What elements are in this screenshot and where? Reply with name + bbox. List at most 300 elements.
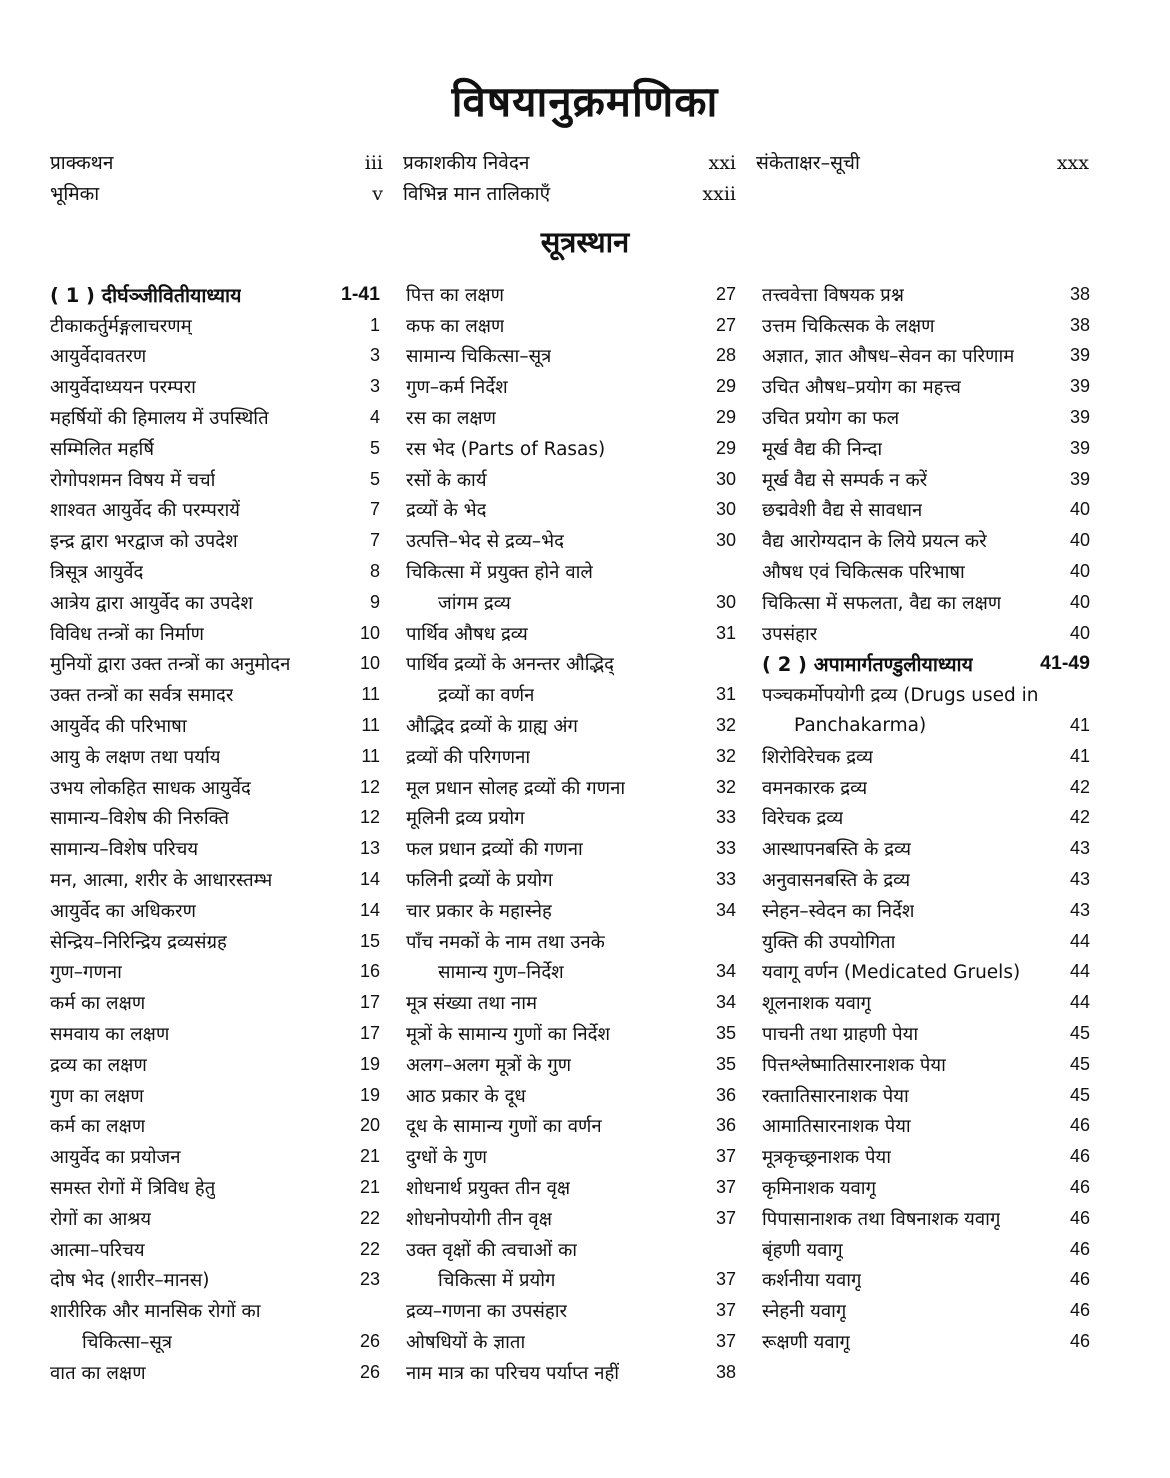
toc-entry-title: स्नेहन–स्वेदन का निर्देश bbox=[762, 900, 915, 922]
toc-entry[interactable] bbox=[762, 1080, 1090, 1111]
toc-entry-page: 46 bbox=[1069, 1238, 1090, 1259]
toc-entry-page: 32 bbox=[715, 745, 736, 766]
toc-entry[interactable] bbox=[406, 1049, 736, 1080]
toc-entry-title: मूलिनी द्रव्य प्रयोग bbox=[406, 808, 525, 830]
toc-entry[interactable] bbox=[406, 1111, 736, 1142]
toc-entry[interactable] bbox=[50, 1203, 380, 1234]
prelim-entry-page: xxi bbox=[708, 152, 736, 174]
toc-entry[interactable] bbox=[406, 310, 736, 341]
toc-entry[interactable] bbox=[406, 1080, 736, 1111]
toc-entry-page: 43 bbox=[1069, 899, 1090, 920]
toc-entry[interactable] bbox=[406, 618, 736, 649]
toc-entry[interactable] bbox=[406, 495, 736, 526]
toc-entry[interactable] bbox=[406, 1326, 736, 1357]
toc-entry-title: पाचनी तथा ग्राहणी पेया bbox=[762, 1024, 919, 1046]
toc-entry-page: 40 bbox=[1069, 499, 1090, 520]
toc-entry-page: 40 bbox=[1069, 622, 1090, 643]
toc-entry-title: द्रव्य–गणना का उपसंहार bbox=[406, 1301, 568, 1323]
toc-entry-page: 10 bbox=[359, 622, 380, 643]
toc-entry[interactable] bbox=[406, 371, 736, 402]
toc-entry-title: आयुर्वेद की परिभाषा bbox=[50, 716, 187, 738]
toc-entry-title: फल प्रधान द्रव्यों की गणना bbox=[406, 839, 583, 861]
toc-entry[interactable] bbox=[50, 1357, 380, 1388]
toc-entry-page: 22 bbox=[359, 1207, 380, 1228]
toc-entry-title: मूर्ख वैद्य से सम्पर्क न करें bbox=[762, 469, 928, 491]
toc-entry[interactable] bbox=[50, 864, 380, 895]
toc-entry[interactable] bbox=[50, 402, 380, 433]
toc-entry[interactable] bbox=[406, 987, 736, 1018]
toc-entry-title: शिरोविरेचक द्रव्य bbox=[762, 746, 874, 768]
toc-entry-title: पित्तश्लेष्मातिसारनाशक पेया bbox=[762, 1054, 946, 1076]
toc-entry-title: मन, आत्मा, शरीर के आधारस्तम्भ bbox=[50, 870, 273, 892]
toc-entry-title: उत्तम चिकित्सक के लक्षण bbox=[762, 315, 935, 337]
toc-entry[interactable] bbox=[762, 1326, 1090, 1357]
toc-entry-page: 45 bbox=[1069, 1053, 1090, 1074]
toc-entry[interactable] bbox=[50, 495, 380, 526]
toc-entry-page: 27 bbox=[715, 314, 736, 335]
toc-entry-title: दोष भेद (शारीर–मानस) bbox=[50, 1270, 210, 1292]
toc-entry-page: 12 bbox=[359, 776, 380, 797]
toc-entry-title: रक्तातिसारनाशक पेया bbox=[762, 1085, 909, 1107]
toc-entry[interactable] bbox=[50, 1234, 380, 1265]
toc-entry[interactable] bbox=[50, 464, 380, 495]
toc-entry-page: 5 bbox=[369, 468, 380, 489]
toc-entry-title: आत्रेय द्वारा आयुर्वेद का उपदेश bbox=[50, 592, 253, 614]
chapter-page-range: 1-41 bbox=[340, 282, 380, 305]
toc-entry-title: सामान्य चिकित्सा–सूत्र bbox=[406, 346, 552, 368]
toc-entry-page: 22 bbox=[359, 1238, 380, 1259]
prelim-entry[interactable] bbox=[403, 148, 736, 179]
toc-entry[interactable] bbox=[762, 525, 1090, 556]
toc-entry-title: सामान्य–विशेष परिचय bbox=[50, 839, 199, 861]
section-title: सूत्रस्थान bbox=[540, 225, 630, 259]
toc-entry-page: 37 bbox=[715, 1330, 736, 1351]
toc-entry-page: 37 bbox=[715, 1146, 736, 1167]
toc-entry[interactable] bbox=[406, 710, 736, 741]
toc-entry-page: 26 bbox=[359, 1361, 380, 1382]
toc-entry[interactable] bbox=[406, 957, 736, 988]
toc-entry[interactable] bbox=[762, 741, 1090, 772]
toc-entry-page: 26 bbox=[359, 1330, 380, 1351]
toc-entry[interactable] bbox=[406, 926, 736, 957]
toc-entry-title: अनुवासनबस्ति के द्रव्य bbox=[762, 870, 911, 892]
prelim-column-1 bbox=[50, 148, 383, 210]
toc-entry[interactable] bbox=[762, 1018, 1090, 1049]
toc-entry[interactable] bbox=[762, 1111, 1090, 1142]
toc-entry-page: 37 bbox=[715, 1177, 736, 1197]
toc-entry[interactable] bbox=[406, 1265, 736, 1296]
toc-entry-page: 5 bbox=[369, 437, 380, 458]
toc-entry[interactable] bbox=[406, 279, 736, 310]
toc-entry-title: कर्म का लक्षण bbox=[50, 993, 146, 1015]
toc-entry-title: आयुर्वेद का प्रयोजन bbox=[50, 1147, 181, 1169]
toc-entry-page: 36 bbox=[715, 1084, 736, 1105]
prelim-column-3 bbox=[756, 148, 1089, 210]
toc-entry-title: आयुर्वेदावतरण bbox=[50, 346, 147, 368]
toc-entry-page: 39 bbox=[1069, 407, 1090, 428]
toc-entry-page: 40 bbox=[1069, 591, 1090, 612]
toc-entry-title: आठ प्रकार के दूध bbox=[406, 1085, 526, 1107]
toc-entry-title: पाँच नमकों के नाम तथा उनके bbox=[406, 931, 605, 953]
chapter-heading[interactable] bbox=[762, 649, 1090, 680]
toc-entry[interactable] bbox=[50, 679, 380, 710]
toc-entry-page: 40 bbox=[1069, 530, 1090, 551]
toc-entry[interactable] bbox=[762, 587, 1090, 618]
toc-entry[interactable] bbox=[762, 341, 1090, 372]
toc-entry-page: 30 bbox=[715, 591, 736, 612]
toc-entry-page: 21 bbox=[359, 1146, 380, 1167]
toc-entry-title: सामान्य गुण–निर्देश bbox=[438, 962, 564, 984]
prelim-column-2 bbox=[403, 148, 736, 210]
toc-entry[interactable] bbox=[50, 587, 380, 618]
toc-entry[interactable] bbox=[762, 710, 1090, 741]
toc-entry[interactable] bbox=[406, 1295, 736, 1326]
toc-entry[interactable] bbox=[50, 433, 380, 464]
toc-entry-title: गुण का लक्षण bbox=[50, 1085, 144, 1107]
toc-entry-page: 39 bbox=[1069, 468, 1090, 489]
toc-entry[interactable] bbox=[762, 833, 1090, 864]
toc-entry-page: 44 bbox=[1069, 961, 1090, 982]
toc-entry[interactable] bbox=[50, 987, 380, 1018]
toc-entry-page: 41 bbox=[1069, 715, 1090, 736]
toc-entry[interactable] bbox=[406, 741, 736, 772]
toc-entry-page: 32 bbox=[715, 776, 736, 797]
toc-entry-title: आस्थापनबस्ति के द्रव्य bbox=[762, 839, 912, 861]
toc-entry-page: 43 bbox=[1069, 838, 1090, 859]
toc-entry-title: कृमिनाशक यवागू bbox=[762, 1178, 877, 1199]
toc-entry[interactable] bbox=[762, 556, 1090, 587]
toc-entry-page: 7 bbox=[369, 530, 380, 551]
toc-entry-page: 46 bbox=[1069, 1269, 1090, 1290]
toc-entry-title: द्रव्यों के भेद bbox=[406, 500, 487, 522]
toc-entry-title: समस्त रोगों में त्रिविध हेतु bbox=[50, 1178, 216, 1199]
toc-entry-title: आयुर्वेदाध्ययन परम्परा bbox=[50, 377, 196, 399]
toc-entry[interactable] bbox=[406, 1234, 736, 1265]
toc-entry[interactable] bbox=[406, 649, 736, 680]
toc-entry-page: 15 bbox=[359, 930, 380, 951]
toc-entry[interactable] bbox=[762, 987, 1090, 1018]
prelim-entry-page: v bbox=[372, 183, 383, 205]
toc-entry-page: 46 bbox=[1069, 1300, 1090, 1321]
toc-entry[interactable] bbox=[406, 341, 736, 372]
toc-entry[interactable] bbox=[406, 864, 736, 895]
toc-entry[interactable] bbox=[406, 433, 736, 464]
toc-entry-page: 1 bbox=[369, 314, 380, 335]
toc-entry-title: चिकित्सा में प्रयुक्त होने वाले bbox=[406, 562, 593, 584]
toc-entry[interactable] bbox=[50, 1172, 380, 1203]
toc-entry[interactable] bbox=[762, 926, 1090, 957]
toc-entry-page: 13 bbox=[359, 838, 380, 859]
toc-entry-page: 44 bbox=[1069, 992, 1090, 1013]
toc-entry[interactable] bbox=[50, 371, 380, 402]
toc-entry-title: बृंहणी यवागू bbox=[762, 1239, 843, 1261]
toc-entry-title: सेन्द्रिय–निरिन्द्रिय द्रव्यसंग्रह bbox=[50, 931, 227, 953]
toc-entry-title: मूत्र संख्या तथा नाम bbox=[406, 993, 538, 1015]
toc-entry-title: गुण–कर्म निर्देश bbox=[406, 377, 508, 399]
toc-entry-title: युक्ति की उपयोगिता bbox=[762, 931, 896, 953]
toc-entry-page: 37 bbox=[715, 1207, 736, 1228]
toc-entry-page: 45 bbox=[1069, 1023, 1090, 1044]
toc-entry[interactable] bbox=[50, 525, 380, 556]
toc-entry-title: शारीरिक और मानसिक रोगों का bbox=[50, 1301, 261, 1323]
toc-entry[interactable] bbox=[762, 864, 1090, 895]
toc-entry[interactable] bbox=[50, 741, 380, 772]
toc-entry[interactable] bbox=[406, 1018, 736, 1049]
toc-entry[interactable] bbox=[406, 464, 736, 495]
toc-entry-title: सम्मिलित महर्षि bbox=[50, 438, 155, 460]
toc-entry-title: महर्षियों की हिमालय में उपस्थिति bbox=[50, 408, 269, 430]
toc-entry[interactable] bbox=[50, 1080, 380, 1111]
toc-entry[interactable] bbox=[762, 1172, 1090, 1203]
toc-entry[interactable] bbox=[762, 772, 1090, 803]
toc-entry-title: मूर्ख वैद्य की निन्दा bbox=[762, 438, 883, 460]
prelim-entry-title: भूमिका bbox=[50, 183, 100, 205]
toc-entry-title: मूल प्रधान सोलह द्रव्यों की गणना bbox=[406, 777, 626, 799]
toc-entry-page: 3 bbox=[369, 376, 380, 397]
toc-entry-page: 33 bbox=[715, 869, 736, 890]
toc-entry-page: 30 bbox=[715, 499, 736, 520]
toc-entry[interactable] bbox=[406, 895, 736, 926]
contents-column-2 bbox=[406, 279, 736, 1388]
toc-entry-title: रस का लक्षण bbox=[406, 408, 497, 430]
toc-entry-page: 35 bbox=[715, 1053, 736, 1074]
toc-entry[interactable] bbox=[406, 1357, 736, 1388]
toc-entry-page: 19 bbox=[359, 1084, 380, 1105]
toc-entry[interactable] bbox=[762, 1295, 1090, 1326]
toc-entry-title: इन्द्र द्वारा भरद्वाज को उपदेश bbox=[50, 531, 238, 553]
prelim-entry-title: विभिन्न मान तालिकाएँ bbox=[403, 183, 551, 205]
toc-entry[interactable] bbox=[762, 402, 1090, 433]
toc-entry[interactable] bbox=[406, 587, 736, 618]
toc-entry-page: 46 bbox=[1069, 1330, 1090, 1351]
toc-entry-title: वमनकारक द्रव्य bbox=[762, 777, 868, 799]
toc-entry-title: अज्ञात, ज्ञात औषध–सेवन का परिणाम bbox=[762, 346, 1015, 368]
toc-entry[interactable] bbox=[50, 649, 380, 680]
preliminary-contents bbox=[50, 148, 1090, 210]
toc-entry[interactable] bbox=[50, 803, 380, 834]
toc-entry-page: 38 bbox=[715, 1361, 736, 1382]
toc-entry-page: 31 bbox=[715, 684, 736, 705]
toc-entry-page: 42 bbox=[1069, 807, 1090, 828]
toc-entry-title: उचित औषध–प्रयोग का महत्त्व bbox=[762, 377, 961, 399]
toc-entry[interactable] bbox=[406, 803, 736, 834]
toc-entry-title: अलग–अलग मूत्रों के गुण bbox=[406, 1054, 572, 1076]
toc-entry[interactable] bbox=[762, 803, 1090, 834]
chapter-title: ( 2 ) अपामार्गतण्डुलीयाध्याय bbox=[762, 653, 973, 677]
toc-entry-page: 34 bbox=[715, 992, 736, 1013]
chapter-heading[interactable] bbox=[50, 279, 380, 310]
toc-entry-page: 10 bbox=[359, 653, 380, 674]
toc-entry-title: रस भेद (Parts of Rasas) bbox=[406, 438, 606, 460]
toc-entry-title: उक्त तन्त्रों का सर्वत्र समादर bbox=[50, 685, 234, 707]
toc-entry-page: 14 bbox=[359, 869, 380, 890]
toc-entry[interactable] bbox=[762, 371, 1090, 402]
toc-entry-title: स्नेहनी यवागू bbox=[762, 1301, 847, 1323]
toc-entry[interactable] bbox=[50, 926, 380, 957]
toc-entry-title: शूलनाशक यवागू bbox=[762, 993, 872, 1015]
toc-entry-page: 30 bbox=[715, 468, 736, 489]
toc-entry[interactable] bbox=[406, 1172, 736, 1203]
toc-entry-title: विविध तन्त्रों का निर्माण bbox=[50, 623, 205, 645]
prelim-entry[interactable] bbox=[756, 148, 1089, 179]
toc-entry-title: चिकित्सा में सफलता, वैद्य का लक्षण bbox=[762, 592, 1002, 614]
toc-entry[interactable] bbox=[50, 1141, 380, 1172]
toc-entry[interactable] bbox=[50, 310, 380, 341]
toc-entry-title: तत्त्ववेत्ता विषयक प्रश्न bbox=[762, 284, 904, 306]
toc-entry-page: 20 bbox=[359, 1115, 380, 1136]
toc-entry-title: मूत्रकृच्छ्रनाशक पेया bbox=[762, 1147, 892, 1169]
toc-entry-page: 28 bbox=[715, 345, 736, 366]
toc-entry-page: 36 bbox=[715, 1115, 736, 1136]
toc-entry-page: 38 bbox=[1069, 314, 1090, 335]
prelim-entry[interactable] bbox=[403, 179, 736, 210]
toc-entry-page: 39 bbox=[1069, 345, 1090, 366]
toc-entry-page: 46 bbox=[1069, 1207, 1090, 1228]
toc-entry[interactable] bbox=[50, 556, 380, 587]
prelim-entry-page: iii bbox=[364, 152, 383, 174]
toc-entry-title: उपसंहार bbox=[762, 623, 818, 645]
toc-entry-title: कर्शनीया यवागू bbox=[762, 1270, 862, 1292]
toc-entry[interactable] bbox=[50, 895, 380, 926]
toc-entry-page: 30 bbox=[715, 530, 736, 551]
toc-entry-page: 33 bbox=[715, 838, 736, 859]
prelim-entry[interactable] bbox=[50, 179, 383, 210]
toc-entry[interactable] bbox=[50, 341, 380, 372]
toc-entry-page: 8 bbox=[369, 561, 380, 582]
toc-entry[interactable] bbox=[406, 525, 736, 556]
toc-entry-title: नाम मात्र का परिचय पर्याप्त नहीं bbox=[406, 1362, 620, 1384]
toc-entry-page: 46 bbox=[1069, 1115, 1090, 1136]
toc-entry-title: कर्म का लक्षण bbox=[50, 1116, 146, 1138]
toc-entry-page: 29 bbox=[715, 407, 736, 428]
toc-entry-page: 38 bbox=[1069, 283, 1090, 304]
toc-entry-title: रसों के कार्य bbox=[406, 469, 487, 491]
toc-entry[interactable] bbox=[50, 1049, 380, 1080]
toc-entry-title: फलिनी द्रव्यों के प्रयोग bbox=[406, 870, 553, 892]
toc-entry-page: 35 bbox=[715, 1023, 736, 1044]
toc-entry[interactable] bbox=[50, 772, 380, 803]
toc-entry-title: चार प्रकार के महास्नेह bbox=[406, 900, 552, 922]
toc-entry-page: 43 bbox=[1069, 869, 1090, 890]
toc-entry[interactable] bbox=[406, 679, 736, 710]
toc-entry-title: रोगों का आश्रय bbox=[50, 1208, 152, 1230]
toc-entry[interactable] bbox=[762, 433, 1090, 464]
toc-entry-page: 9 bbox=[369, 591, 380, 612]
toc-entry-title: छद्मवेशी वैद्य से सावधान bbox=[762, 500, 923, 522]
toc-entry-page: 37 bbox=[715, 1300, 736, 1321]
toc-entry-title: आमातिसारनाशक पेया bbox=[762, 1116, 911, 1138]
toc-entry-title: वात का लक्षण bbox=[50, 1362, 146, 1384]
toc-entry[interactable] bbox=[50, 1111, 380, 1142]
toc-entry-title: शाश्वत आयुर्वेद की परम्परायें bbox=[50, 500, 241, 522]
toc-entry-page: 17 bbox=[359, 992, 380, 1013]
toc-entry-title: त्रिसूत्र आयुर्वेद bbox=[50, 562, 144, 584]
toc-entry-title: आत्मा–परिचय bbox=[50, 1239, 145, 1261]
toc-entry[interactable] bbox=[50, 957, 380, 988]
toc-entry[interactable] bbox=[762, 679, 1090, 710]
toc-entry-title: उचित प्रयोग का फल bbox=[762, 408, 900, 430]
toc-entry[interactable] bbox=[762, 1265, 1090, 1296]
toc-entry-title: उभय लोकहित साधक आयुर्वेद bbox=[50, 777, 251, 799]
toc-entry[interactable] bbox=[406, 1203, 736, 1234]
toc-entry-page: 7 bbox=[369, 499, 380, 520]
toc-entry[interactable] bbox=[762, 279, 1090, 310]
toc-entry-page: 31 bbox=[715, 622, 736, 643]
toc-entry[interactable] bbox=[406, 402, 736, 433]
toc-entry-page: 46 bbox=[1069, 1146, 1090, 1167]
toc-entry-page: 16 bbox=[359, 961, 380, 982]
toc-entry-title: चिकित्सा में प्रयोग bbox=[438, 1270, 556, 1292]
toc-entry[interactable] bbox=[50, 1018, 380, 1049]
toc-entry-page: 42 bbox=[1069, 776, 1090, 797]
toc-entry-page: 32 bbox=[715, 715, 736, 736]
toc-entry-page: 40 bbox=[1069, 561, 1090, 582]
toc-entry-page: 39 bbox=[1069, 376, 1090, 397]
toc-entry-title: पिपासानाशक तथा विषनाशक यवागू bbox=[762, 1208, 1001, 1230]
toc-entry-page: 34 bbox=[715, 899, 736, 920]
toc-entry-page: 46 bbox=[1069, 1177, 1090, 1197]
toc-entry[interactable] bbox=[762, 957, 1090, 988]
toc-entry[interactable] bbox=[50, 1265, 380, 1296]
toc-entry-title: उक्त वृक्षों की त्वचाओं का bbox=[406, 1239, 578, 1261]
toc-entry-page: 45 bbox=[1069, 1084, 1090, 1105]
toc-entry-title: वैद्य आरोग्यदान के लिये प्रयत्न करे bbox=[762, 531, 987, 553]
toc-entry[interactable] bbox=[50, 1326, 380, 1357]
toc-entry-page: 3 bbox=[369, 345, 380, 366]
toc-entry[interactable] bbox=[406, 1141, 736, 1172]
toc-entry[interactable] bbox=[50, 1295, 380, 1326]
toc-entry-page: 23 bbox=[359, 1269, 380, 1290]
toc-entry[interactable] bbox=[762, 1234, 1090, 1265]
toc-entry-title: Panchakarma) bbox=[794, 715, 927, 737]
page-title: विषयानुक्रमणिका bbox=[451, 77, 719, 126]
prelim-entry-page: xxx bbox=[1056, 152, 1089, 174]
toc-entry[interactable] bbox=[762, 1141, 1090, 1172]
toc-entry-page: 4 bbox=[369, 407, 380, 428]
prelim-entry-page: xxii bbox=[702, 183, 736, 205]
toc-entry[interactable] bbox=[762, 1203, 1090, 1234]
toc-entry-title: द्रव्यों का वर्णन bbox=[438, 685, 535, 707]
toc-entry-page: 44 bbox=[1069, 930, 1090, 951]
toc-entry-title: ओषधियों के ज्ञाता bbox=[406, 1331, 526, 1353]
toc-entry[interactable] bbox=[762, 310, 1090, 341]
toc-entry[interactable] bbox=[50, 710, 380, 741]
chapter-page-range: 41-49 bbox=[1040, 652, 1090, 675]
toc-entry-page: 41 bbox=[1069, 745, 1090, 766]
toc-entry[interactable] bbox=[762, 895, 1090, 926]
prelim-entry-title: प्रकाशकीय निवेदन bbox=[403, 152, 530, 174]
toc-entry-title: शोधनार्थ प्रयुक्त तीन वृक्ष bbox=[406, 1178, 571, 1199]
toc-entry-page: 37 bbox=[715, 1269, 736, 1290]
toc-entry[interactable] bbox=[762, 1049, 1090, 1080]
toc-entry-title: पञ्चकर्मोपयोगी द्रव्य (Drugs used in bbox=[762, 685, 1039, 707]
toc-entry-page: 11 bbox=[361, 715, 380, 736]
toc-entry[interactable] bbox=[50, 618, 380, 649]
toc-entry[interactable] bbox=[406, 556, 736, 587]
toc-entry[interactable] bbox=[406, 772, 736, 803]
toc-entry[interactable] bbox=[406, 833, 736, 864]
prelim-entry[interactable] bbox=[50, 148, 383, 179]
toc-entry-title: रोगोपशमन विषय में चर्चा bbox=[50, 469, 216, 491]
toc-entry[interactable] bbox=[50, 833, 380, 864]
toc-entry-title: पार्थिव द्रव्यों के अनन्तर औद्भिद् bbox=[406, 654, 614, 676]
contents-table bbox=[50, 279, 1090, 1388]
toc-entry[interactable] bbox=[762, 495, 1090, 526]
toc-entry-title: द्रव्य का लक्षण bbox=[50, 1054, 147, 1076]
toc-entry[interactable] bbox=[762, 618, 1090, 649]
toc-entry-title: सामान्य–विशेष की निरुक्ति bbox=[50, 808, 230, 830]
toc-entry[interactable] bbox=[762, 464, 1090, 495]
